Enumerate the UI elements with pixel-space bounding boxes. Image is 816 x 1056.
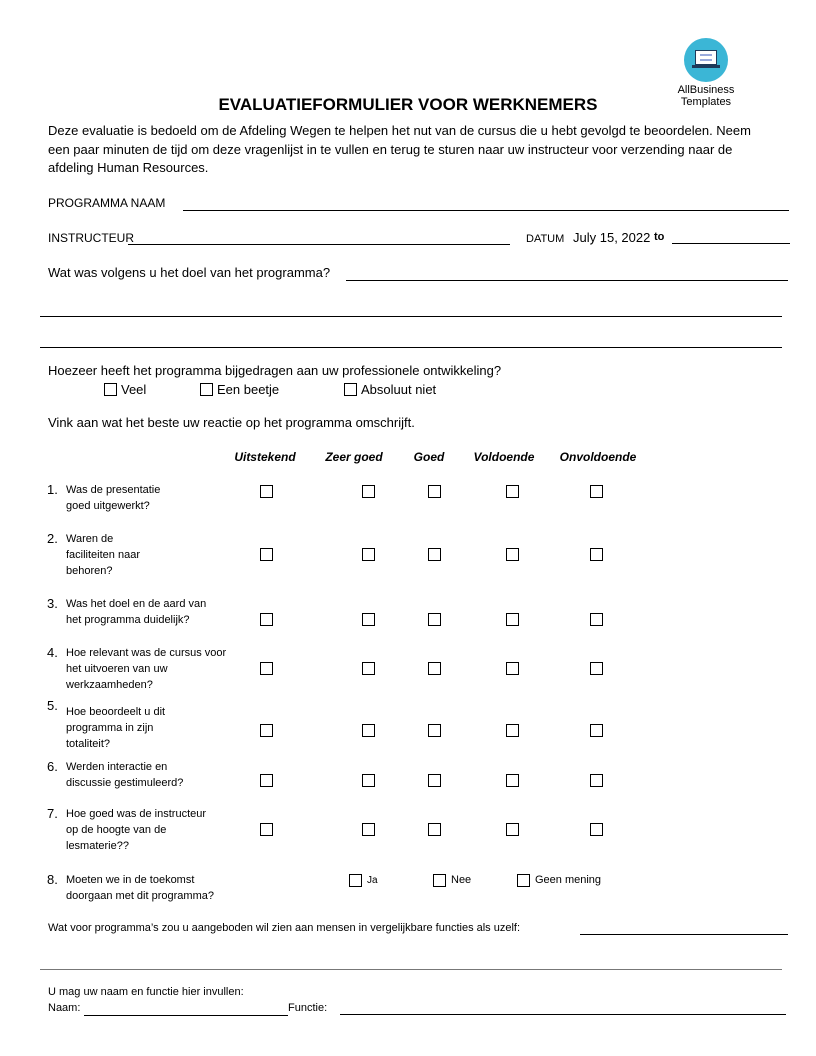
q7-checkbox-onvoldoende[interactable] (590, 823, 603, 836)
q2-checkbox-onvoldoende[interactable] (590, 548, 603, 561)
header-uitstekend: Uitstekend (234, 450, 296, 464)
contribution-checkbox-absoluut-niet[interactable] (344, 383, 357, 396)
q4-checkbox-goed[interactable] (428, 662, 441, 675)
q8-option-ja: Ja (367, 875, 378, 886)
q6-checkbox-zeer-goed[interactable] (362, 774, 375, 787)
question-7-line-3: lesmaterie?? (66, 840, 129, 852)
question-8-line-2: doorgaan met dit programma? (66, 890, 214, 902)
q8-option-nee: Nee (451, 874, 472, 886)
q4-checkbox-voldoende[interactable] (506, 662, 519, 675)
name-label: Naam: (48, 1002, 81, 1014)
goal-answer-field-1[interactable] (346, 280, 788, 281)
q5-checkbox-goed[interactable] (428, 724, 441, 737)
q5-checkbox-onvoldoende[interactable] (590, 724, 603, 737)
q3-checkbox-voldoende[interactable] (506, 613, 519, 626)
question-8-line-1: Moeten we in de toekomst (66, 874, 195, 886)
program-name-label: PROGRAMMA NAAM (48, 196, 166, 210)
question-3-line-1: Was het doel en de aard van (66, 598, 207, 610)
intro-line-2: een paar minuten de tijd om deze vragenlijst in te vullen en terug te sturen naar uw instructeur voor verzending naar de (48, 142, 733, 157)
q5-checkbox-uitstekend[interactable] (260, 724, 273, 737)
rating-instruction: Vink aan wat het beste uw reactie op het programma omschrijft. (48, 415, 415, 430)
question-4-line-1: Hoe relevant was de cursus voor (66, 647, 227, 659)
q5-checkbox-zeer-goed[interactable] (362, 724, 375, 737)
question-5-line-2: programma in zijn (66, 722, 154, 734)
question-4-line-3: werkzaamheden? (66, 679, 153, 691)
q6-checkbox-goed[interactable] (428, 774, 441, 787)
contribution-question: Hoezeer heeft het programma bijgedragen aan uw professionele ontwikkeling? (48, 363, 502, 378)
q1-checkbox-uitstekend[interactable] (260, 485, 273, 498)
q7-checkbox-goed[interactable] (428, 823, 441, 836)
question-6-line-1: Werden interactie en (66, 761, 168, 773)
q5-checkbox-voldoende[interactable] (506, 724, 519, 737)
date-to-field[interactable] (672, 243, 790, 244)
q6-checkbox-onvoldoende[interactable] (590, 774, 603, 787)
contribution-option-absoluut-niet: Absoluut niet (361, 382, 437, 397)
question-4-line-2: het uitvoeren van uw (66, 663, 168, 675)
q4-checkbox-zeer-goed[interactable] (362, 662, 375, 675)
function-field[interactable] (340, 1014, 786, 1015)
contribution-checkbox-veel[interactable] (104, 383, 117, 396)
page-title: EVALUATIEFORMULIER VOOR WERKNEMERS (218, 95, 598, 114)
question-7-number: 7. (47, 806, 58, 821)
q7-checkbox-voldoende[interactable] (506, 823, 519, 836)
question-5-number: 5. (47, 698, 58, 713)
program-name-field[interactable] (183, 210, 789, 211)
q2-checkbox-voldoende[interactable] (506, 548, 519, 561)
contribution-option-veel: Veel (121, 382, 147, 397)
q7-checkbox-uitstekend[interactable] (260, 823, 273, 836)
header-goed: Goed (413, 450, 445, 464)
header-zeer-goed: Zeer goed (325, 450, 383, 464)
name-field[interactable] (84, 1015, 288, 1016)
goal-answer-field-3[interactable] (40, 347, 782, 348)
q6-checkbox-voldoende[interactable] (506, 774, 519, 787)
function-label: Functie: (288, 1002, 328, 1014)
question-5-line-1: Hoe beoordeelt u dit (66, 706, 166, 718)
question-5-line-3: totaliteit? (66, 738, 111, 750)
q3-checkbox-goed[interactable] (428, 613, 441, 626)
logo-text-line2: Templates (680, 96, 732, 108)
goal-answer-field-2[interactable] (40, 316, 782, 317)
date-label: DATUM (526, 233, 565, 245)
question-3-line-2: het programma duidelijk? (66, 614, 190, 626)
q1-checkbox-voldoende[interactable] (506, 485, 519, 498)
q1-checkbox-goed[interactable] (428, 485, 441, 498)
question-2-number: 2. (47, 531, 58, 546)
question-6-number: 6. (47, 759, 58, 774)
q2-checkbox-goed[interactable] (428, 548, 441, 561)
question-2-line-1: Waren de (66, 533, 114, 545)
instructor-field[interactable] (128, 244, 510, 245)
question-7-line-2: op de hoogte van de (66, 824, 167, 836)
q2-checkbox-uitstekend[interactable] (260, 548, 273, 561)
question-1-number: 1. (47, 482, 58, 497)
contribution-checkbox-een-beetje[interactable] (200, 383, 213, 396)
intro-line-3: afdeling Human Resources. (48, 160, 209, 175)
goal-question: Wat was volgens u het doel van het programma? (48, 265, 331, 280)
question-2-line-2: faciliteiten naar (66, 549, 140, 561)
q1-checkbox-zeer-goed[interactable] (362, 485, 375, 498)
q1-checkbox-onvoldoende[interactable] (590, 485, 603, 498)
question-1-line-1: Was de presentatie (66, 484, 161, 496)
q3-checkbox-onvoldoende[interactable] (590, 613, 603, 626)
q8-checkbox-geen-mening[interactable] (517, 874, 530, 887)
laptop-icon (684, 38, 728, 82)
instructor-label: INSTRUCTEUR (48, 231, 134, 245)
question-4-number: 4. (47, 645, 58, 660)
date-to-label: to (654, 231, 665, 243)
question-2-line-3: behoren? (66, 565, 113, 577)
question-8-number: 8. (47, 872, 58, 887)
header-onvoldoende: Onvoldoende (559, 450, 637, 464)
q8-checkbox-ja[interactable] (349, 874, 362, 887)
q2-checkbox-zeer-goed[interactable] (362, 548, 375, 561)
question-6-line-2: discussie gestimuleerd? (66, 777, 184, 789)
q4-checkbox-onvoldoende[interactable] (590, 662, 603, 675)
q7-checkbox-zeer-goed[interactable] (362, 823, 375, 836)
footer-note: U mag uw naam en functie hier invullen: (48, 986, 244, 998)
question-3-number: 3. (47, 596, 58, 611)
q3-checkbox-uitstekend[interactable] (260, 613, 273, 626)
date-value[interactable]: July 15, 2022 (573, 230, 651, 245)
header-voldoende: Voldoende (473, 450, 535, 464)
q6-checkbox-uitstekend[interactable] (260, 774, 273, 787)
question-1-line-2: goed uitgewerkt? (66, 500, 150, 512)
contribution-option-een-beetje: Een beetje (217, 382, 280, 397)
other-programs-field-1[interactable] (580, 934, 788, 935)
logo-text-line1: AllBusiness (677, 84, 735, 96)
q4-checkbox-uitstekend[interactable] (260, 662, 273, 675)
q3-checkbox-zeer-goed[interactable] (362, 613, 375, 626)
question-7-line-1: Hoe goed was de instructeur (66, 808, 207, 820)
intro-line-1: Deze evaluatie is bedoeld om de Afdeling Wegen te helpen het nut van de cursus die u hebt gevolgd te beoordelen. Neem (48, 123, 751, 138)
q8-option-geen-mening: Geen mening (535, 874, 602, 886)
other-programs-question: Wat voor programma’s zou u aangeboden wil zien aan mensen in vergelijkbare functies als uzelf: (48, 922, 521, 934)
q8-checkbox-nee[interactable] (433, 874, 446, 887)
other-programs-field-2[interactable] (40, 969, 782, 970)
